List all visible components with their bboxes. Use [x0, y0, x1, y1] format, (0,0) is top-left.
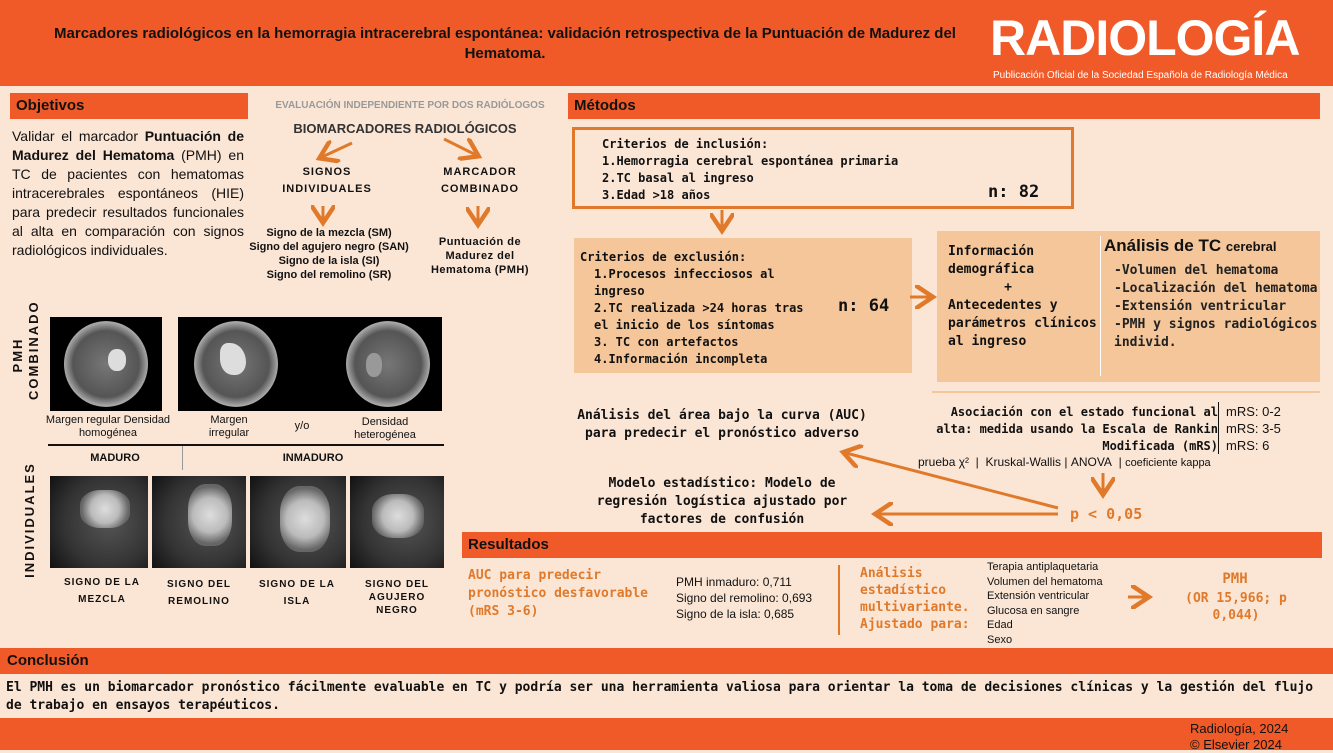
model-method-text: Modelo estadístico: Modelo de regresión logística ajustado por factores de confusión: [596, 476, 848, 527]
ct-analysis-item: -PMH y signos radiológicos individ.: [1114, 317, 1318, 350]
poster-title: Marcadores radiológicos en la hemorragia intracerebral espontánea: validación retrospectiva de la Puntuación de Madurez del Hematoma.: [54, 25, 956, 62]
adjust-item: Edad: [987, 619, 1013, 631]
auc-value: Signo de la isla: 0,685: [676, 607, 795, 621]
sign-black-hole-label: SIGNO DEL AGUJERO NEGRO: [364, 579, 429, 616]
ct-analysis-item: -Volumen del hematoma: [1114, 263, 1279, 278]
biomarkers-title: BIOMARCADORES RADIOLÓGICOS: [293, 121, 517, 136]
auc-method-text: Análisis del área bajo la curva (AUC) para predecir el pronóstico adverso: [577, 408, 867, 441]
sign-mixture-label: SIGNO DE LA MEZCLA: [63, 577, 140, 605]
objetivos-heading: Objetivos: [10, 93, 248, 119]
footer-bar: [0, 718, 1333, 750]
ct-analysis-item: -Extensión ventricular: [1114, 299, 1287, 314]
n-exclusion: n: 64: [838, 296, 890, 316]
resultados-heading: Resultados: [462, 532, 1322, 558]
journal-subtitle: Publicación Oficial de la Sociedad Española de Radiología Médica: [993, 70, 1288, 81]
footer-citation: [1190, 721, 1330, 753]
adjust-list: [987, 560, 1103, 647]
conclusion-heading: Conclusión: [0, 648, 1333, 674]
auc-value: PMH inmaduro: 0,711: [676, 575, 792, 589]
inclusion-title: Criterios de inclusión:: [602, 137, 769, 151]
footer-journal: Radiología, 2024: [1190, 721, 1289, 736]
evaluation-note: EVALUACIÓN INDEPENDIENTE POR DOS RADIÓLOGOS: [275, 100, 545, 111]
sign-swirl-label: SIGNO DEL REMOLINO: [166, 579, 231, 607]
auc-result-label: AUC para predecir pronóstico desfavorable (mRS 3-6): [468, 568, 649, 619]
combined-marker-text: Puntuación de Madurez del Hematoma (PMH): [430, 236, 530, 276]
arrow-to-combined: [444, 139, 476, 155]
inclusion-item: 1.Hemorragia cerebral espontánea primaria: [602, 154, 899, 168]
caption-or: y/o: [294, 420, 310, 432]
exclusion-item: 1.Procesos infecciosos al ingreso: [594, 267, 775, 298]
exclusion-item: 2.TC realizada >24 horas tras el inicio de los síntomas: [594, 301, 804, 332]
ct-analysis-title: Análisis de TC cerebral: [1104, 236, 1277, 255]
info-plus: +: [1004, 280, 1012, 295]
exclusion-title: Criterios de exclusión:: [580, 250, 747, 264]
individual-signs-title: SIGNOS INDIVIDUALES: [282, 166, 372, 195]
inclusion-item: 2.TC basal al ingreso: [602, 171, 754, 185]
caption-regular: Margen regular Densidad homogénea: [45, 414, 171, 439]
arrow-p-auc: [846, 453, 1058, 508]
objetivos-text: Validar el marcador Puntuación de Madurez del Hematoma (PMH) en TC de pacientes con hematomas intracerebrales espontáneos (HIE) para predecir resultados funcionales al alta en comparación con signos radiológicos individuales.: [12, 128, 244, 258]
info-demographic: Información demográfica: [948, 244, 1035, 277]
n-inclusion: n: 82: [988, 182, 1040, 202]
exclusion-item: 3. TC con artefactos: [594, 335, 739, 349]
ct-analysis-item: -Localización del hematoma: [1114, 281, 1318, 296]
metodos-heading: Métodos: [568, 93, 1320, 119]
mrs-item: mRS: 3-5: [1226, 421, 1281, 436]
pmh-result-title: PMH: [1222, 571, 1248, 587]
sign-island-label: SIGNO DE LA ISLA: [258, 579, 335, 607]
adjust-item: Extensión ventricular: [987, 590, 1090, 602]
results-divider: [838, 565, 840, 635]
mrs-item: mRS: 0-2: [1226, 404, 1281, 419]
pmh-result-or: (OR 15,966; p 0,044): [1185, 591, 1287, 623]
inclusion-item: 3.Edad >18 años: [602, 188, 711, 202]
adjust-item: Glucosa en sangre: [987, 604, 1080, 617]
mrs-item: mRS: 6: [1226, 438, 1270, 453]
multivariate-label: Análisis estadístico multivariante. Ajustado para:: [860, 566, 970, 632]
mature-label: MADURO: [90, 452, 140, 464]
journal-logo: RADIOLOGÍA: [990, 10, 1300, 66]
caption-heterogeneous: Densidad heterogénea: [354, 416, 416, 441]
auc-values: [676, 574, 812, 622]
auc-value: Signo del remolino: 0,693: [676, 591, 813, 605]
adjust-item: Volumen del hematoma: [987, 575, 1103, 588]
association-text: Asociación con el estado funcional al alta: medida usando la Escala de Rankin Modificada (mRS): [936, 405, 1218, 453]
conclusion-text: El PMH es un biomarcador pronóstico fácilmente evaluable en TC y podría ser una herramienta valiosa para orientar la toma de decisiones clínicas y la gestión del flujo de trabajo en ensayos terapéuticos.: [6, 680, 1314, 713]
statistical-tests: prueba χ² | Kruskal-Wallis | ANOVA | coeficiente kappa: [918, 455, 1211, 469]
p-value: p < 0,05: [1070, 505, 1143, 523]
caption-irregular: Margen irregular: [208, 414, 250, 439]
adjust-item: Sexo: [987, 633, 1013, 646]
arrow-to-individual: [322, 143, 352, 157]
combined-marker-title: MARCADOR COMBINADO: [440, 166, 520, 195]
info-clinical: Antecedentes y parámetros clínicos al ingreso: [948, 298, 1097, 349]
footer-copyright: © Elsevier 2024: [1190, 737, 1282, 752]
individual-signs-list: Signo de la mezcla (SM) Signo del agujero negro (SAN) Signo de la isla (SI) Signo del remolino (SR): [249, 227, 409, 281]
adjust-item: Terapia antiplaquetaria: [987, 561, 1099, 573]
pmh-combined-label: PMH COMBINADO: [10, 300, 41, 400]
individual-label: INDIVIDUALES: [22, 462, 37, 578]
immature-label: INMADURO: [282, 452, 344, 464]
exclusion-item: 4.Información incompleta: [594, 352, 768, 366]
